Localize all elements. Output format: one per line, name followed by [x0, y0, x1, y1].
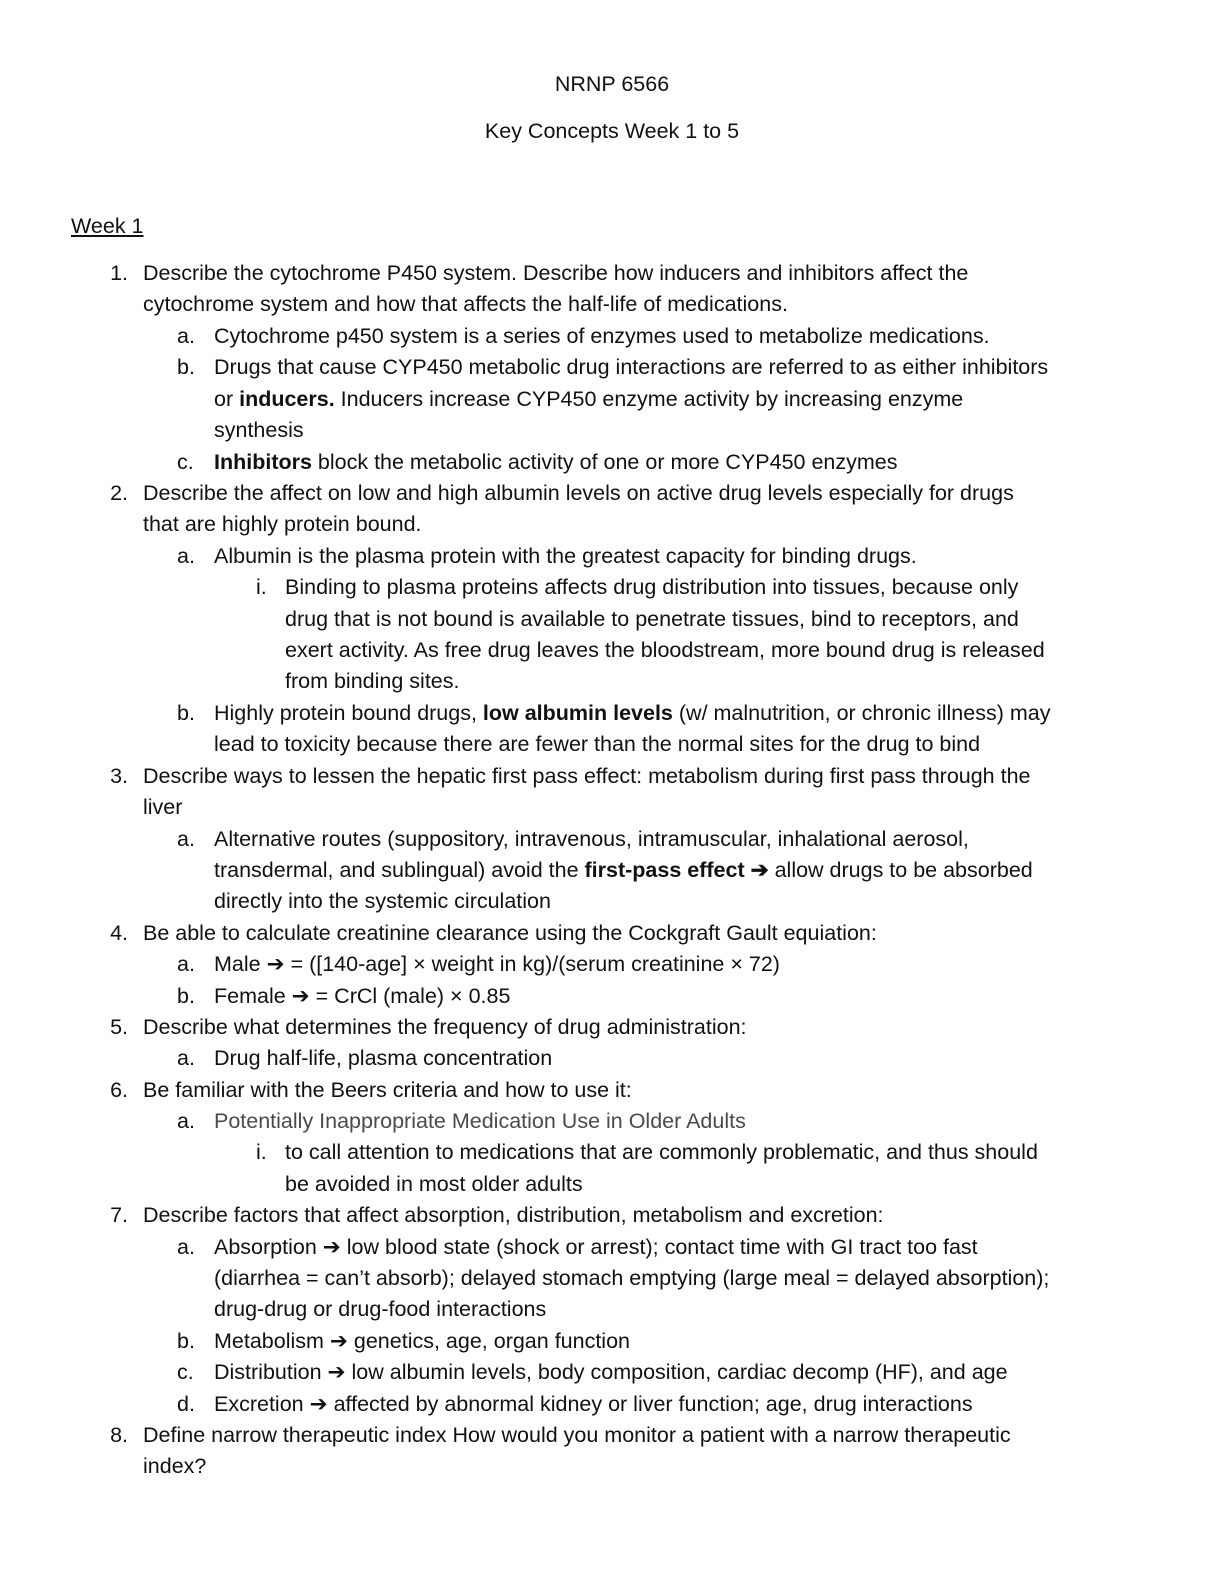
- text-run: Highly protein bound drugs,: [214, 701, 483, 725]
- list-letter-a: a.: [177, 1109, 195, 1133]
- q3-line-1: Describe ways to lessen the hepatic first pass effect: metabolism during first pass through the: [143, 764, 1031, 788]
- q2-a-i-line-1: Binding to plasma proteins affects drug distribution into tissues, because only: [285, 575, 1019, 599]
- q3-a-line-1: Alternative routes (suppository, intravenous, intramuscular, inhalational aerosol,: [214, 827, 969, 851]
- q1-b-line-2: [214, 387, 963, 412]
- q7-c: Distribution ➔ low albumin levels, body composition, cardiac decomp (HF), and age: [214, 1360, 1008, 1384]
- q7-d: Excretion ➔ affected by abnormal kidney or liver function; age, drug interactions: [214, 1392, 973, 1416]
- list-number-3: 3.: [110, 764, 128, 788]
- list-number-4: 4.: [110, 921, 128, 945]
- q2-line-1: Describe the affect on low and high albumin levels on active drug levels especially for drugs: [143, 481, 1014, 505]
- q8-line-2: index?: [143, 1454, 207, 1478]
- list-letter-d: d.: [177, 1392, 195, 1416]
- q4-b: Female ➔ = CrCl (male) × 0.85: [214, 984, 511, 1008]
- q3-line-2: liver: [143, 795, 183, 819]
- q2-b-line-2: lead to toxicity because there are fewer than the normal sites for the drug to bind: [214, 732, 981, 756]
- document-subtitle: Key Concepts Week 1 to 5: [484, 119, 740, 143]
- q1-line-1: Describe the cytochrome P450 system. Describe how inducers and inhibitors affect the: [143, 261, 969, 285]
- q5-a: Drug half-life, plasma concentration: [214, 1046, 553, 1070]
- list-letter-b: b.: [177, 701, 195, 725]
- q2-a-i-line-4: from binding sites.: [285, 669, 460, 693]
- document-title: NRNP 6566: [554, 72, 670, 96]
- q4-a: Male ➔ = ([140-age] × weight in kg)/(serum creatinine × 72): [214, 952, 780, 976]
- q2-a-i-line-2: drug that is not bound is available to penetrate tissues, bind to receptors, and: [285, 607, 1019, 631]
- list-letter-b: b.: [177, 355, 195, 379]
- q1-c: [214, 450, 898, 475]
- q2-b-line-1: [214, 701, 1050, 726]
- text-run: Inducers increase CYP450 enzyme activity by increasing enzyme: [334, 387, 964, 411]
- q2-a-i-line-3: exert activity. As free drug leaves the bloodstream, more bound drug is released: [285, 638, 1045, 662]
- q3-a-line-3: directly into the systemic circulation: [214, 889, 551, 913]
- list-letter-a: a.: [177, 952, 195, 976]
- q7-b: Metabolism ➔ genetics, age, organ function: [214, 1329, 630, 1353]
- q1-b-line-1: Drugs that cause CYP450 metabolic drug interactions are referred to as either inhibitors: [214, 355, 1049, 379]
- text-run: allow drugs to be absorbed: [768, 858, 1033, 882]
- list-letter-b: b.: [177, 984, 195, 1008]
- q7-a-line-3: drug-drug or drug-food interactions: [214, 1297, 547, 1321]
- list-letter-a: a.: [177, 1235, 195, 1259]
- arrow-icon: ➔: [744, 858, 769, 882]
- list-number-7: 7.: [110, 1203, 128, 1227]
- q7-a-line-2: (diarrhea = can’t absorb); delayed stomach emptying (large meal = delayed absorption);: [214, 1266, 1050, 1290]
- bold-text-low-albumin: low albumin levels: [482, 701, 673, 725]
- list-letter-b: b.: [177, 1329, 195, 1353]
- text-run: transdermal, and sublingual) avoid the: [214, 858, 585, 882]
- q4-line-1: Be able to calculate creatinine clearance using the Cockgraft Gault equiation:: [143, 921, 877, 945]
- list-number-8: 8.: [110, 1423, 128, 1447]
- list-letter-a: a.: [177, 827, 195, 851]
- text-run: (w/ malnutrition, or chronic illness) may: [672, 701, 1051, 725]
- q6-a-i-line-2: be avoided in most older adults: [285, 1172, 583, 1196]
- list-number-2: 2.: [110, 481, 128, 505]
- q7-line-1: Describe factors that affect absorption, distribution, metabolism and excretion:: [143, 1203, 884, 1227]
- q6-line-1: Be familiar with the Beers criteria and how to use it:: [143, 1078, 632, 1102]
- text-run: or: [214, 387, 240, 411]
- q6-a-beers-link[interactable]: Potentially Inappropriate Medication Use in Older Adults: [214, 1109, 746, 1133]
- section-heading-week-1: Week 1: [71, 214, 144, 238]
- bold-text-inhibitors: Inhibitors: [214, 450, 312, 474]
- q2-line-2: that are highly protein bound.: [143, 512, 422, 536]
- list-letter-a: a.: [177, 1046, 195, 1070]
- q7-a-line-1: Absorption ➔ low blood state (shock or arrest); contact time with GI tract too fast: [214, 1235, 978, 1259]
- list-number-6: 6.: [110, 1078, 128, 1102]
- list-roman-i: i.: [256, 1140, 267, 1164]
- list-letter-a: a.: [177, 544, 195, 568]
- list-roman-i: i.: [256, 575, 267, 599]
- q1-b-line-3: synthesis: [214, 418, 304, 442]
- q1-a: Cytochrome p450 system is a series of enzymes used to metabolize medications.: [214, 324, 990, 348]
- q8-line-1: Define narrow therapeutic index How would you monitor a patient with a narrow therapeutic: [143, 1423, 1011, 1447]
- q6-a-i-line-1: to call attention to medications that are commonly problematic, and thus should: [285, 1140, 1038, 1164]
- list-letter-c: c.: [177, 1360, 194, 1384]
- bold-text-first-pass: first-pass effect: [584, 858, 745, 882]
- list-letter-a: a.: [177, 324, 195, 348]
- list-number-5: 5.: [110, 1015, 128, 1039]
- q2-a: Albumin is the plasma protein with the greatest capacity for binding drugs.: [214, 544, 917, 568]
- text-run: block the metabolic activity of one or more CYP450 enzymes: [311, 450, 898, 474]
- q3-a-line-2: [214, 858, 1033, 883]
- bold-text-inducers: inducers.: [239, 387, 335, 411]
- list-number-1: 1.: [110, 261, 128, 285]
- q1-line-2: cytochrome system and how that affects the half-life of medications.: [143, 292, 788, 316]
- list-letter-c: c.: [177, 450, 194, 474]
- q5-line-1: Describe what determines the frequency of drug administration:: [143, 1015, 747, 1039]
